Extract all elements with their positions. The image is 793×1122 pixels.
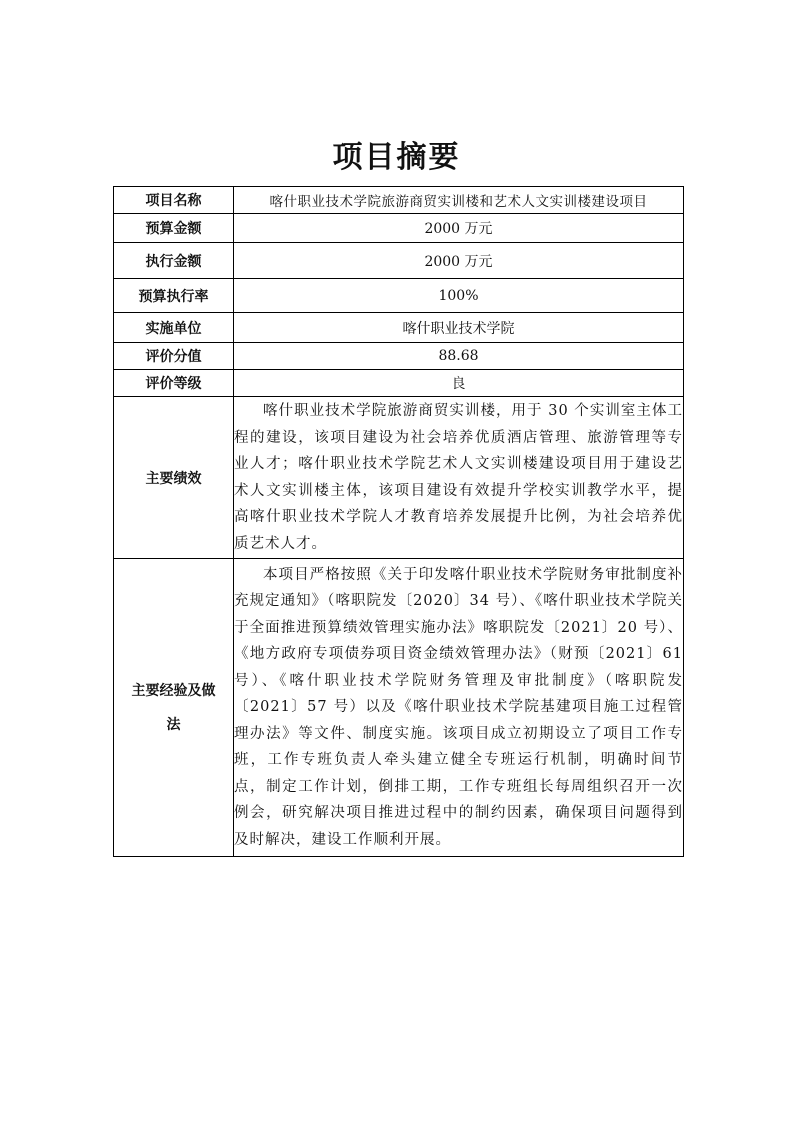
evaluation-score-label: 评价分值	[114, 343, 234, 370]
evaluation-grade-label: 评价等级	[114, 370, 234, 397]
implementing-unit-label: 实施单位	[114, 313, 234, 343]
table-row	[114, 187, 684, 214]
table-row	[114, 279, 684, 313]
table-row	[114, 397, 684, 559]
executed-amount-label: 执行金额	[114, 243, 234, 279]
executed-amount-value: 2000 万元	[234, 243, 684, 279]
budget-amount-value: 2000 万元	[234, 214, 684, 243]
project-name-value: 喀什职业技术学院旅游商贸实训楼和艺术人文实训楼建设项目	[234, 187, 684, 214]
table-row	[114, 313, 684, 343]
experience-label: 主要经验及做法	[114, 559, 234, 857]
implementing-unit-value: 喀什职业技术学院	[234, 313, 684, 343]
evaluation-grade-value: 良	[234, 370, 684, 397]
performance-text: 喀什职业技术学院旅游商贸实训楼，用于 30 个实训室主体工程的建设，该项目建设为社会培养优质酒店管理、旅游管理等专业人才；喀什职业技术学院艺术人文实训楼建设项目用于建设艺术人文实训楼主体，该项目建设有效提升学校实训教学水平，提高喀什职业技术学院人才教育培养发展提升比例，为社会培养优质艺术人才。	[234, 397, 684, 559]
summary-table	[113, 186, 684, 857]
execution-rate-label: 预算执行率	[114, 279, 234, 313]
page-title: 项目摘要	[332, 140, 461, 175]
project-name-label: 项目名称	[114, 187, 234, 214]
table-row	[114, 559, 684, 857]
table-row	[114, 343, 684, 370]
evaluation-score-value: 88.68	[234, 343, 684, 370]
execution-rate-value: 100%	[234, 279, 684, 313]
experience-text: 本项目严格按照《关于印发喀什职业技术学院财务审批制度补充规定通知》（喀职院发〔2020〕34 号）、《喀什职业技术学院关于全面推进预算绩效管理实施办法》喀职院发〔2021〕20 号）、《地方政府专项债券项目资金绩效管理办法》（财预〔2021〕61 号）、《喀什职业技术学院财务管理及审批制度》（喀职院发〔2021〕57 号）以及《喀什职业技术学院基建项目施工过程管理办法》等文件、制度实施。该项目成立初期设立了项目工作专班，工作专班负责人牵头建立健全专班运行机制，明确时间节点，制定工作计划，倒排工期，工作专班组长每周组织召开一次例会，研究解决项目推进过程中的制约因素，确保项目问题得到及时解决，建设工作顺利开展。	[234, 559, 684, 857]
table-row	[114, 370, 684, 397]
table-row	[114, 214, 684, 243]
table-row	[114, 243, 684, 279]
budget-amount-label: 预算金额	[114, 214, 234, 243]
performance-label: 主要绩效	[114, 397, 234, 559]
